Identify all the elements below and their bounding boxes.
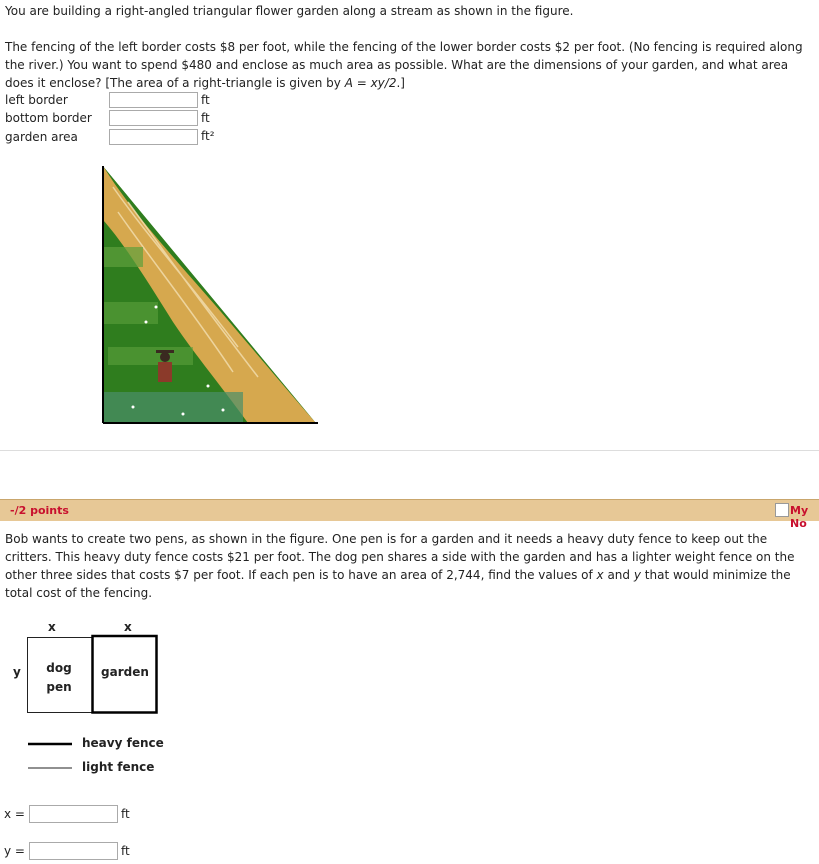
problem2-and: and bbox=[603, 568, 634, 582]
left-border-unit: ft bbox=[201, 93, 210, 107]
x-label-dog: x bbox=[48, 620, 56, 634]
problem1-body-end: .] bbox=[396, 76, 405, 90]
bottom-border-label: bottom border bbox=[5, 111, 92, 125]
area-formula: A = xy/2 bbox=[344, 76, 397, 90]
x-label-garden: x bbox=[124, 620, 132, 634]
bottom-border-unit: ft bbox=[201, 111, 210, 125]
legend-heavy-label: heavy fence bbox=[82, 736, 164, 750]
garden-area-input[interactable] bbox=[109, 129, 198, 145]
left-border-label: left border bbox=[5, 93, 68, 107]
x-answer-unit: ft bbox=[121, 807, 130, 821]
grass-area bbox=[103, 166, 316, 423]
problem2-body-text: Bob wants to create two pens, as shown in the figure. One pen is for a garden and it needs a heavy duty fence to keep out the critters. This heavy duty fence costs $21 per foot. The dog pen shares a side with the garden and has a lighter weight fence on the other three sides that costs $7 per foot. If each pen is to have an area of 2,744, find the values of bbox=[5, 532, 795, 582]
legend-light-label: light fence bbox=[82, 760, 155, 774]
problem1-intro: You are building a right-angled triangular flower garden along a stream as shown in the figure. bbox=[5, 4, 574, 18]
legend-lines bbox=[28, 737, 74, 773]
var-y: y bbox=[633, 568, 641, 582]
dog-pen-line2: pen bbox=[46, 680, 72, 694]
y-label: y bbox=[13, 665, 21, 679]
garden-area-label: garden area bbox=[5, 130, 78, 144]
y-answer-input[interactable] bbox=[29, 842, 118, 860]
garden-area-unit: ft² bbox=[201, 129, 215, 143]
var-x: x bbox=[596, 568, 604, 582]
bottom-border-input[interactable] bbox=[109, 110, 198, 126]
my-notes-link[interactable]: My No bbox=[790, 504, 809, 530]
dog-pen-label bbox=[28, 659, 90, 697]
left-border-input[interactable] bbox=[109, 92, 198, 108]
problem1-body-text: The fencing of the left border costs $8 per foot, while the fencing of the lower border costs $2 per foot. (No fencing is required along the river.) You want to spend $480 and enclose as much area as possible. What are the dimensions of your garden, and what area does it enclose? [The area of a right-triangle is given by bbox=[5, 40, 803, 90]
x-answer-label: x = bbox=[4, 807, 25, 821]
problem2-body-end: that would minimize the total cost of the fencing. bbox=[5, 568, 791, 600]
garden-pen-label: garden bbox=[101, 665, 149, 679]
triangle-garden-figure bbox=[98, 162, 322, 428]
my-notes-checkbox[interactable] bbox=[775, 503, 789, 517]
dog-pen-line1: dog bbox=[46, 661, 72, 675]
y-answer-label: y = bbox=[4, 844, 25, 858]
points-label: -/2 points bbox=[10, 504, 69, 517]
x-answer-input[interactable] bbox=[29, 805, 118, 823]
problem1-body bbox=[5, 38, 815, 92]
section-divider bbox=[0, 450, 819, 451]
problem2-body bbox=[5, 530, 815, 602]
y-answer-unit: ft bbox=[121, 844, 130, 858]
problem2-header-bar bbox=[0, 499, 819, 530]
